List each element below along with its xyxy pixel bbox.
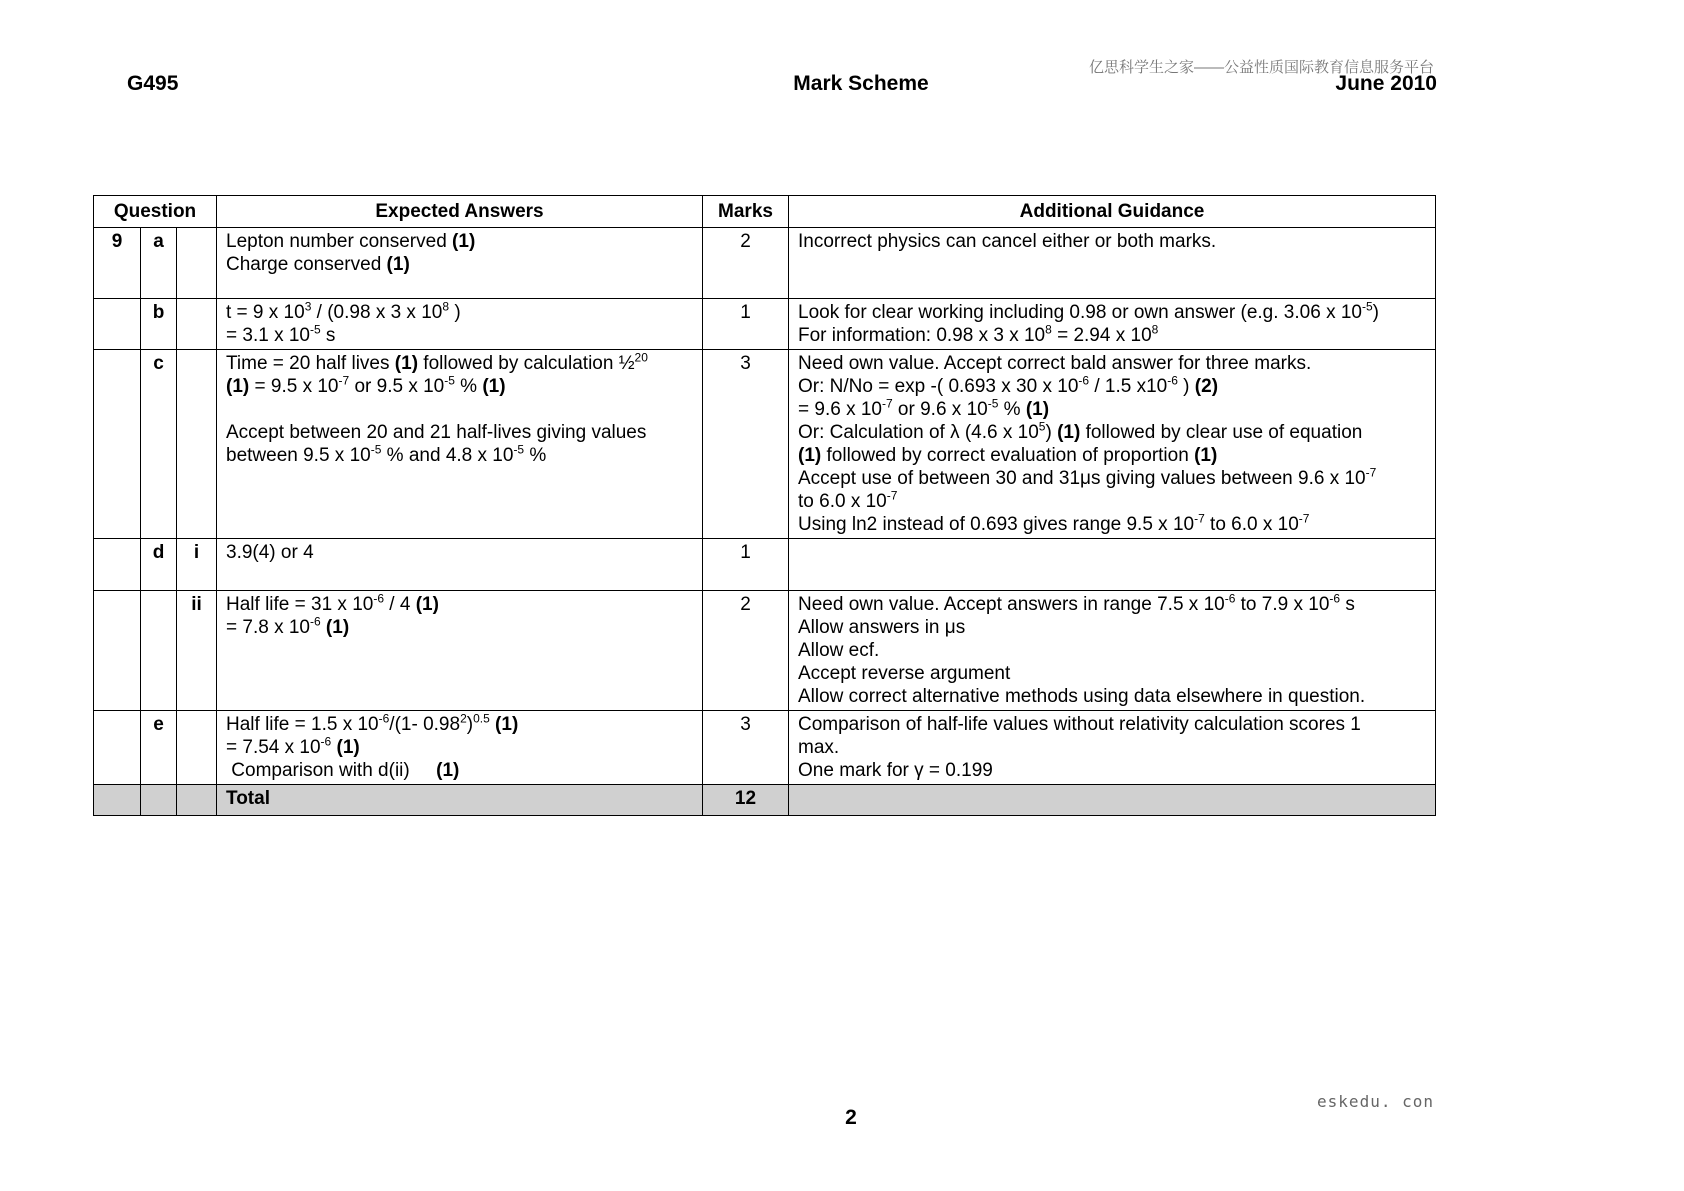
question-part: c	[141, 350, 177, 539]
additional-guidance: Need own value. Accept correct bald answer for three marks. Or: N/No = exp -( 0.693 x 30 x $10^{-6} / 1.5$ $x10^{-6}$ ) (2) = 9.6 x $10^{-7}$ or 9.6 x $10^{-5}$ % (1) Or: Calculation of λ (4.6 x $10^5$) (1) followed by clear use of equation (1) followed by correct evaluation of proportion (1) Accept use of between 30 and 31μs giving values between 9.6 x $10^{-7}$ to 6.0 x $10^{-7}$ Using ln2 instead of 0.693 gives range 9.5 x $10^{-7}$ to 6.0 x $10^{-7}$	[789, 350, 1436, 539]
footer-watermark: eskedu. con	[1317, 1092, 1434, 1111]
expected-answer: Time = 20 half lives (1) followed by calculation ½$^{20}$ (1) = 9.5 x $10^{-7}$ or 9.5 x $10^{-5}$ % (1) Accept between 20 and 21 half-lives giving values between 9.5 x $10^{-5}$ % and 4.8 x $10^{-5}$ %	[217, 350, 703, 539]
header-watermark: 亿思科学生之家——公益性质国际教育信息服务平台	[1088, 59, 1434, 76]
total-row	[94, 785, 1436, 816]
marks-value: 3	[703, 350, 789, 539]
additional-guidance	[789, 539, 1436, 591]
additional-guidance: Need own value. Accept answers in range 7.5 x $10^{-6}$ to 7.9 x $10^{-6}$ s Allow answers in μs Allow ecf. Accept reverse argument Allow correct alternative methods using data elsewhere in question.	[789, 591, 1436, 711]
question-part: a	[141, 228, 177, 299]
expected-answer: t = 9 x $10^3 / (0.98$ x 3 x $10^8$ ) = 3.1 x $10^{-5}$ s	[217, 299, 703, 350]
total-label: Total	[217, 785, 703, 816]
expected-answer: 3.9(4) or 4	[217, 539, 703, 591]
additional-guidance: Incorrect physics can cancel either or both marks.	[789, 228, 1436, 299]
question-part: d	[141, 539, 177, 591]
question-subpart: i	[177, 539, 217, 591]
marks-value: 2	[703, 228, 789, 299]
table-row	[94, 228, 1436, 299]
expected-answer: Half life = 31 x $10^{-6} / 4$ (1) = 7.8 x $10^{-6}$ (1)	[217, 591, 703, 711]
table-row	[94, 350, 1436, 539]
header-guidance: Additional Guidance	[789, 196, 1436, 228]
header-question: Question	[94, 196, 217, 228]
table-row	[94, 591, 1436, 711]
marks-value: 1	[703, 299, 789, 350]
page-number: 2	[845, 1106, 857, 1129]
expected-answer: Lepton number conserved (1) Charge conserved (1)	[217, 228, 703, 299]
paper-code: G495	[127, 72, 179, 95]
expected-answer: Half life = 1.5 x $10^{-6}/(1-$ 0.98$^2$)$^{0.5}$ (1) = 7.54 x $10^{-6}$ (1) Comparison with d(ii) (1)	[217, 711, 703, 785]
mark-scheme-table	[93, 195, 1436, 816]
table-row	[94, 539, 1436, 591]
question-part: e	[141, 711, 177, 785]
marks-value: 1	[703, 539, 789, 591]
additional-guidance: Look for clear working including 0.98 or own answer (e.g. 3.06 x $10^{-5}$) For information: 0.98 x 3 x $10^8 = 2.94$ x $10^8$	[789, 299, 1436, 350]
question-subpart	[177, 228, 217, 299]
table-header-row	[94, 196, 1436, 228]
total-marks: 12	[703, 785, 789, 816]
additional-guidance: Comparison of half-life values without relativity calculation scores 1 max. One mark for γ = 0.199	[789, 711, 1436, 785]
exam-date: June 2010	[1335, 72, 1437, 95]
question-subpart: ii	[177, 591, 217, 711]
table-row	[94, 299, 1436, 350]
table-row	[94, 711, 1436, 785]
question-part: b	[141, 299, 177, 350]
document-title: Mark Scheme	[793, 72, 929, 95]
marks-value: 2	[703, 591, 789, 711]
question-number: 9	[94, 228, 141, 299]
marks-value: 3	[703, 711, 789, 785]
header-marks: Marks	[703, 196, 789, 228]
header-expected-answers: Expected Answers	[217, 196, 703, 228]
